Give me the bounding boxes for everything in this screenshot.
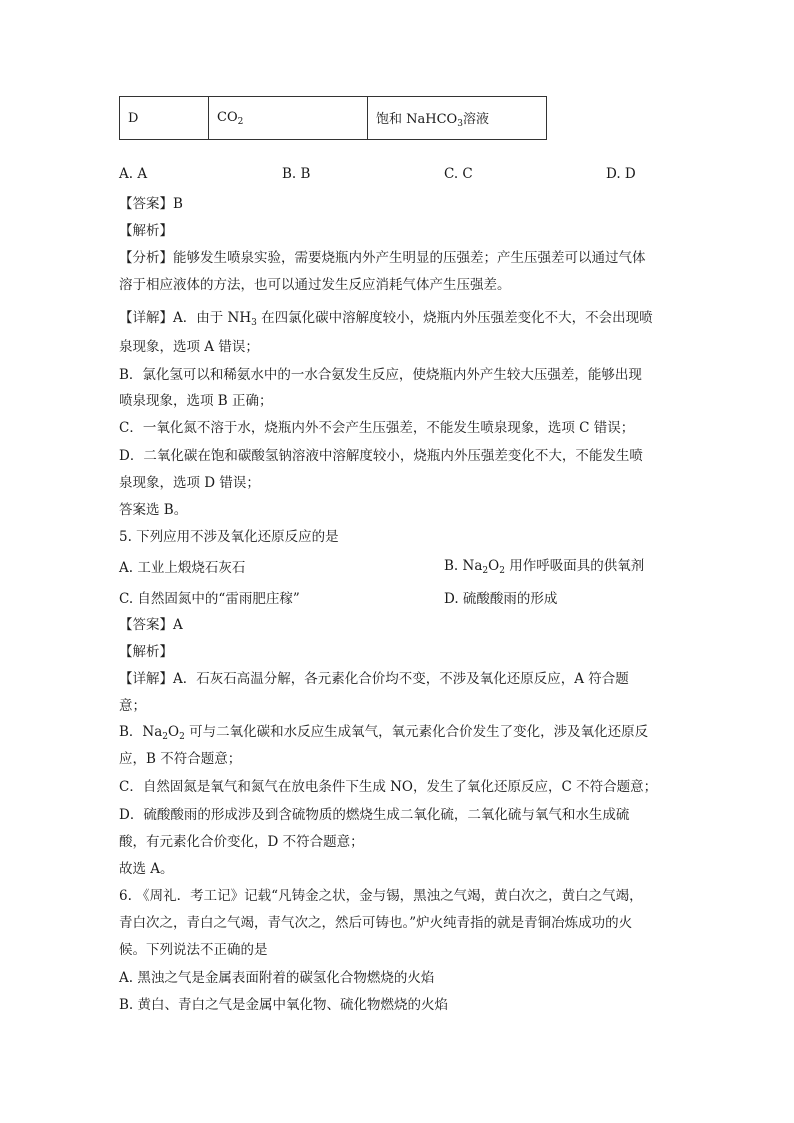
q4-fenxi-line2: 溶于相应液体的方法，也可以通过发生反应消耗气体产生压强差。	[119, 277, 511, 293]
q4-detail-d-line1: D．二氧化碳在饱和碳酸氢钠溶液中溶解度较小，烧瓶内外压强差变化不大，不能发生喷	[119, 448, 643, 464]
q5-detail-b-sub2: 2	[179, 732, 185, 742]
q5-option-c: C. 自然固氮中的“雷雨肥庄稼”	[119, 591, 300, 607]
q5-detail-b-pre: B．Na	[119, 724, 163, 740]
q5-conclusion: 故选 A。	[119, 861, 174, 877]
q6-option-b: B. 黄白、青白之气是金属中氧化物、硫化物燃烧的火焰	[119, 997, 449, 1013]
q5-option-b-pre: B.	[444, 558, 463, 574]
q4-fenxi-line1: 【分析】能够发生喷泉实验，需要烧瓶内外产生明显的压强差；产生压强差可以通过气体	[119, 250, 646, 266]
na2o2-sub1: 2	[482, 566, 489, 576]
gas-formula-sub: 2	[237, 116, 244, 127]
q5-detail-d-line2: 酸，有元素化合价变化，D 不符合题意；	[119, 834, 364, 850]
q4-detail-a-line1	[119, 306, 653, 328]
q5-detail-a-line1: 【详解】A．石灰石高温分解，各元素化合价均不变，不涉及氧化还原反应，A 符合题	[119, 671, 629, 687]
q4-option-a: A. A	[119, 166, 148, 182]
q5-stem: 5. 下列应用不涉及氧化还原反应的是	[119, 529, 339, 545]
na2o2-na: Na	[462, 558, 483, 574]
nh3-formula: NH	[227, 310, 252, 326]
na2o2-o: O	[488, 558, 500, 574]
q4-option-c: C. C	[444, 166, 473, 182]
q4-detail-c: C．一氧化氮不溶于水，烧瓶内外不会产生压强差，不能发生喷泉现象，选项 C 错误；	[119, 420, 635, 436]
q5-detail-c: C．自然固氮是氧气和氮气在放电条件下生成 NO，发生了氧化还原反应，C 不符合题意；	[119, 779, 658, 795]
liquid-post: 溶液	[462, 111, 489, 127]
q4-conclusion: 答案选 B。	[119, 502, 188, 518]
options-table	[119, 96, 547, 140]
q5-detail-b-post: 可与二氧化碳和水反应生成氧气，氧元素化合价发生了变化，涉及氧化还原反	[184, 724, 649, 740]
q4-detail-a-post: 在四氯化碳中溶解度较小，烧瓶内外压强差变化不大，不会出现喷	[256, 310, 653, 326]
q6-option-a: A. 黑浊之气是金属表面附着的碳氢化合物燃烧的火焰	[119, 970, 435, 986]
q4-answer: 【答案】B	[119, 196, 183, 212]
liquid-sub: 3	[457, 118, 463, 129]
q5-option-a: A. 工业上煅烧石灰石	[119, 560, 246, 576]
table-cell-liquid	[368, 97, 547, 140]
q6-stem-line1: 6. 《周礼．考工记》记载“凡铸金之状，金与锡，黑浊之气竭，黄白次之，黄白之气竭，	[119, 888, 643, 904]
table-cell-gas	[209, 97, 368, 140]
q5-option-d: D. 硫酸酸雨的形成	[444, 591, 558, 607]
q5-detail-a-line2: 意；	[119, 698, 146, 714]
liquid-pre: 饱和 NaHCO	[376, 111, 458, 127]
na2o2-sub2: 2	[499, 566, 505, 576]
nh3-sub: 3	[251, 318, 257, 328]
q5-detail-b-mid: O	[168, 724, 180, 740]
q4-detail-b-line2: 喷泉现象，选项 B 正确；	[119, 393, 273, 409]
q4-detail-b-line1: B．氯化氢可以和稀氨水中的一水合氨发生反应，使烧瓶内外产生较大压强差，能够出现	[119, 367, 642, 383]
q5-detail-d-line1: D．硫酸酸雨的形成涉及到含硫物质的燃烧生成二氧化硫，二氧化硫与氧气和水生成硫	[119, 807, 630, 823]
q5-detail-b-line2: 应，B 不符合题意；	[119, 751, 242, 767]
gas-formula: CO	[217, 109, 238, 125]
q4-detail-a-pre: 【详解】A．由于	[119, 310, 228, 326]
table-cell-option: D	[120, 97, 209, 140]
q5-analysis-head: 【解析】	[119, 644, 173, 660]
q5-option-b	[444, 554, 644, 576]
q5-detail-b-sub1: 2	[162, 732, 169, 742]
q6-stem-line3: 候。下列说法不正确的是	[119, 942, 268, 958]
table-row	[120, 97, 547, 140]
q6-stem-line2: 青白次之，青白之气竭，青气次之，然后可铸也。”炉火纯青指的就是青铜冶炼成功的火	[119, 915, 633, 931]
q4-detail-d-line2: 泉现象，选项 D 错误；	[119, 475, 260, 491]
q4-option-b: B. B	[282, 166, 311, 182]
q4-detail-a-line2: 泉现象，选项 A 错误；	[119, 339, 259, 355]
q5-answer: 【答案】A	[119, 617, 183, 633]
q5-option-b-post: 用作呼吸面具的供氧剂	[504, 558, 645, 574]
q4-option-d: D. D	[606, 166, 636, 182]
q4-analysis-head: 【解析】	[119, 223, 173, 239]
q5-detail-b-line1	[119, 720, 648, 742]
